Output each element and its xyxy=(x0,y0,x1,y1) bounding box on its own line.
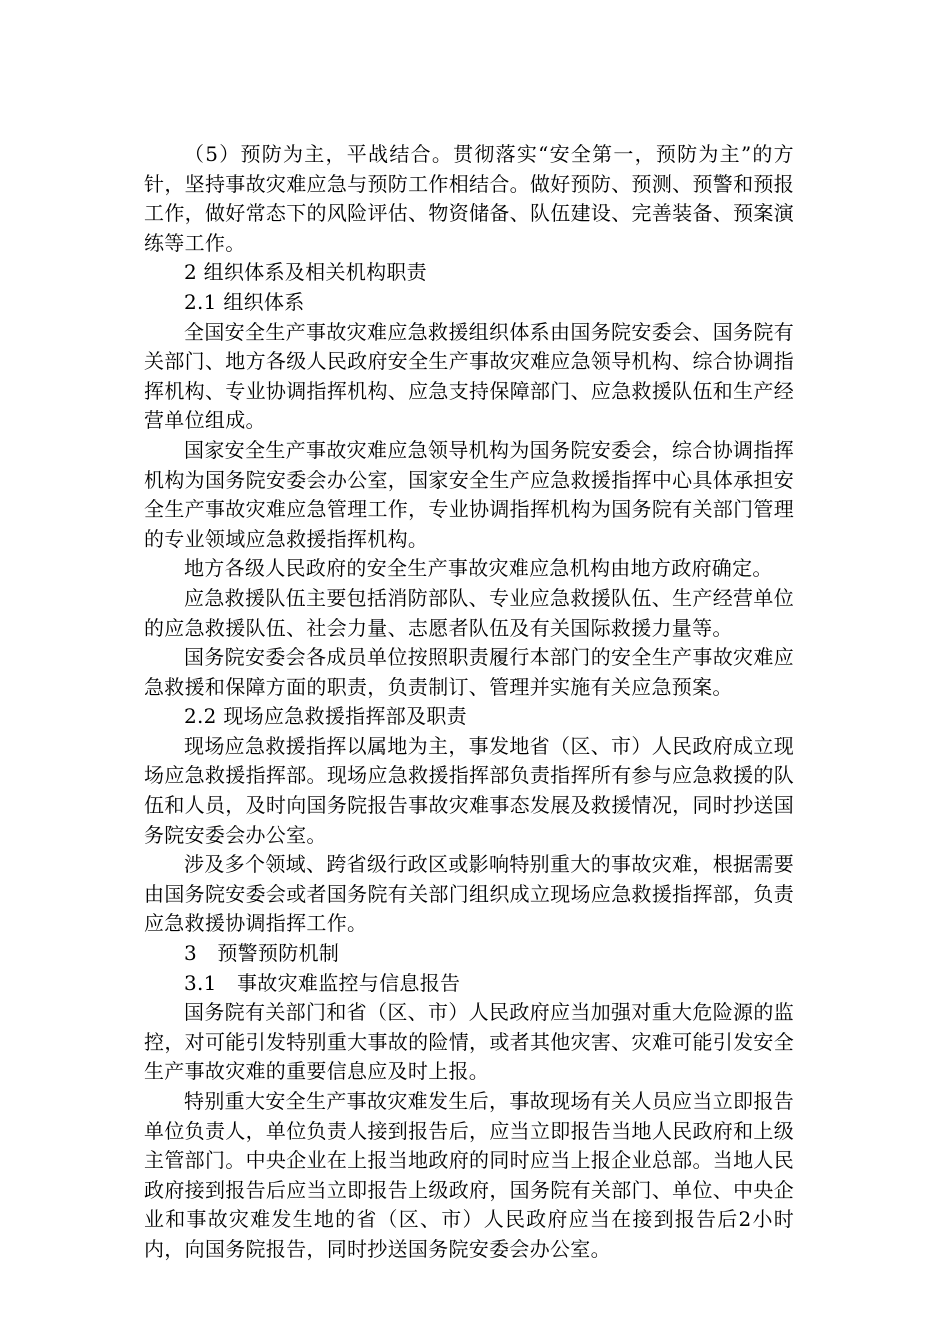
para-organization-system: 全国安全生产事故灾难应急救援组织体系由国务院安委会、国务院有关部门、地方各级人民政府安全生产事故灾难应急领导机构、综合协调指挥机构、专业协调指挥机构、应急支持保障部门、应急救援队伍和生产经营单位组成。 xyxy=(144,319,794,433)
para-reporting: 特别重大安全生产事故灾难发生后，事故现场有关人员应当立即报告单位负责人，单位负责人接到报告后，应当立即报告当地人民政府和上级主管部门。中央企业在上报当地政府的同时应当上报企业总部。当地人民政府接到报告后应当立即报告上级政府，国务院有关部门、单位、中央企业和事故灾难发生地的省（区、市）人民政府应当在接到报告后2小时内，向国务院报告，同时抄送国务院安委会办公室。 xyxy=(144,1089,794,1261)
para-monitoring: 国务院有关部门和省（区、市）人民政府应当加强对重大危险源的监控，对可能引发特别重大事故的险情，或者其他灾害、灾难可能引发安全生产事故灾难的重要信息应及时上报。 xyxy=(144,1000,794,1084)
heading-3: 3 预警预防机制 xyxy=(184,941,340,966)
para-onsite-command: 现场应急救援指挥以属地为主，事发地省（区、市）人民政府成立现场应急救援指挥部。现场应急救援指挥部负责指挥所有参与应急救援的队伍和人员，及时向国务院报告事故灾难事态发展及救援情况，同时抄送国务院安委会办公室。 xyxy=(144,733,794,847)
para-national-leadership: 国家安全生产事故灾难应急领导机构为国务院安委会，综合协调指挥机构为国务院安委会办公室，国家安全生产应急救援指挥中心具体承担安全生产事故灾难应急管理工作，专业协调指挥机构为国务院有关部门管理的专业领域应急救援指挥机构。 xyxy=(144,437,794,551)
para-member-units: 国务院安委会各成员单位按照职责履行本部门的安全生产事故灾难应急救援和保障方面的职责，负责制订、管理并实施有关应急预案。 xyxy=(144,645,794,699)
heading-3-1: 3.1 事故灾难监控与信息报告 xyxy=(184,970,461,995)
para-cross-region: 涉及多个领域、跨省级行政区或影响特别重大的事故灾难，根据需要由国务院安委会或者国务院有关部门组织成立现场应急救援指挥部，负责应急救援协调指挥工作。 xyxy=(144,852,794,936)
heading-2-1: 2.1 组织体系 xyxy=(184,289,305,314)
para-prevention-principle: （5）预防为主，平战结合。贯彻落实“安全第一，预防为主”的方针，坚持事故灾难应急与预防工作相结合。做好预防、预测、预警和预报工作，做好常态下的风险评估、物资储备、队伍建设、完善装备、预案演练等工作。 xyxy=(144,142,794,255)
heading-2: 2 组织体系及相关机构职责 xyxy=(184,260,427,285)
heading-2-2: 2.2 现场应急救援指挥部及职责 xyxy=(184,704,467,729)
document-page xyxy=(144,140,794,1265)
para-rescue-teams: 应急救援队伍主要包括消防部队、专业应急救援队伍、生产经营单位的应急救援队伍、社会力量、志愿者队伍及有关国际救援力量等。 xyxy=(144,585,794,640)
para-local-government: 地方各级人民政府的安全生产事故灾难应急机构由地方政府确定。 xyxy=(184,556,773,581)
